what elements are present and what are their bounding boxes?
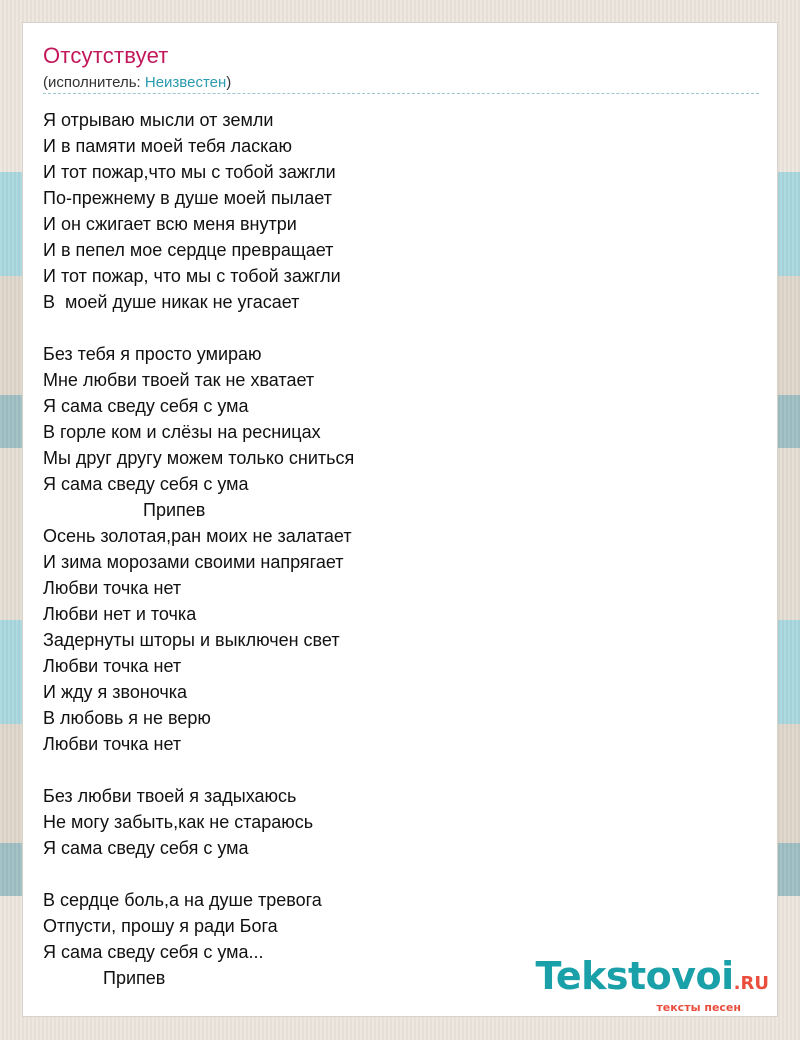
site-logo[interactable] [535, 956, 769, 1014]
artist-line [43, 74, 231, 91]
artist-suffix: ) [226, 74, 232, 91]
logo-wordmark [535, 956, 769, 1004]
lyrics-card [22, 22, 778, 1017]
logo-tagline: тексты песен [656, 1001, 741, 1014]
divider [43, 93, 759, 94]
lyrics-text: Я отрываю мысли от земли И в памяти моей тебя ласкаю И тот пожар,что мы с тобой зажгли По-прежнему в душе моей пылает И он сжигает всю меня внутри И в пепел мое сердце превращает И тот пожар, что мы с тобой зажгли В моей душе никак не угасает Без тебя я просто умираю Мне любви твоей так не хватает Я сама сведу себя с ума В горле ком и слёзы на ресницах Мы друг другу можем только сниться Я сама сведу себя с ума Припев Осень золотая,ран моих не залатает И зима морозами своими напрягает Любви точка нет Любви нет и точка Задернуты шторы и выключен свет Любви точка нет И жду я звоночка В любовь я не верю Любви точка нет Без любви твоей я задыхаюсь Не могу забыть,как не стараюсь Я сама сведу себя с ума В сердце боль,а на душе тревога Отпусти, прошу я ради Бога Я сама сведу себя с ума... Припев [43, 110, 355, 988]
artist-link[interactable]: Неизвестен [144, 74, 227, 91]
logo-name: Tekstovoi [535, 954, 734, 998]
logo-suffix: .RU [733, 973, 769, 994]
artist-prefix: (исполнитель: [43, 74, 145, 91]
song-title: Отсутствует [43, 43, 169, 68]
